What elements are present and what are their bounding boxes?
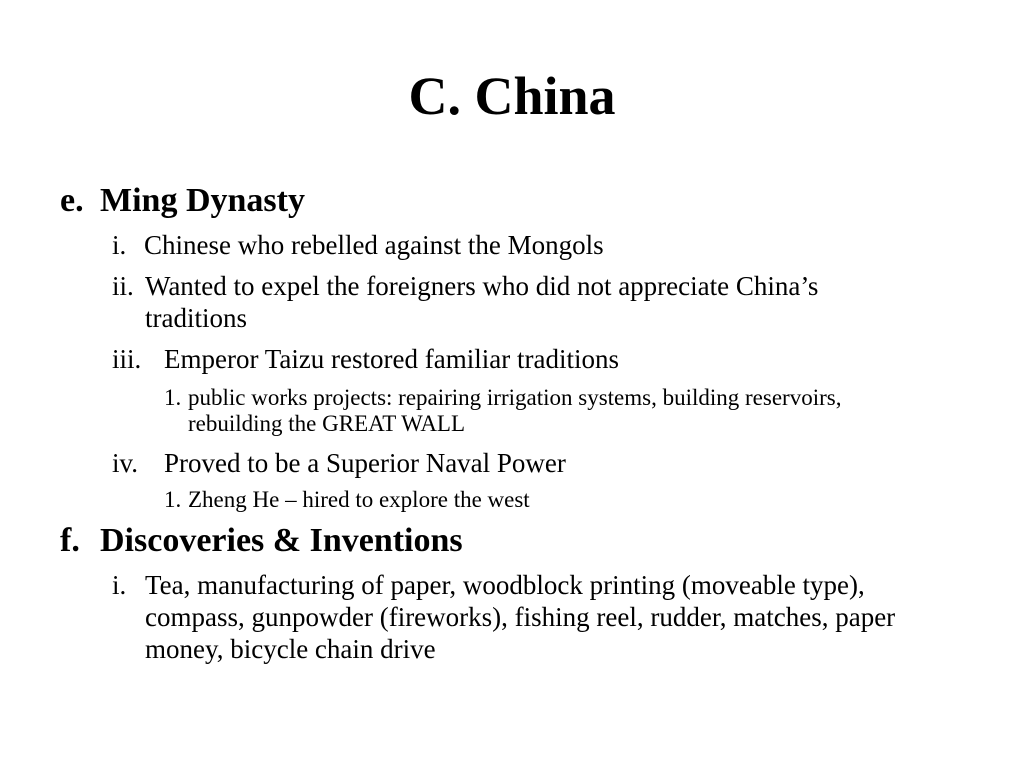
sub-list-item (164, 385, 904, 437)
list-item (112, 229, 952, 261)
list-item-marker: iii. (112, 344, 142, 374)
list-item-text: Wanted to expel the foreigners who did not appreciate China’s traditions (145, 271, 819, 333)
sub-list-item-text: Zheng He – hired to explore the west (188, 487, 530, 512)
section-ming-dynasty (60, 182, 960, 220)
list-item-text: Proved to be a Superior Naval Power (164, 448, 566, 478)
list-item-marker: iv. (112, 448, 138, 478)
sub-list-item (164, 487, 904, 513)
list-item-text: Tea, manufacturing of paper, woodblock printing (moveable type), compass, gunpowder (fireworks), fishing reel, rudder, matches, paper money, bicycle chain drive (145, 570, 896, 664)
sub-list-item-text: public works projects: repairing irrigation systems, building reservoirs, rebuilding the GREAT WALL (188, 385, 842, 436)
list-item (112, 270, 912, 334)
list-item-marker: i. (112, 570, 127, 600)
list-item (112, 569, 952, 665)
list-item (112, 343, 952, 375)
section-heading: Ming Dynasty (100, 182, 305, 219)
section-discoveries-inventions (60, 522, 960, 560)
section-marker: e. (60, 182, 84, 219)
section-marker: f. (60, 522, 80, 559)
slide-title: C. China (408, 66, 616, 126)
sub-list-item-marker: 1. (164, 385, 182, 410)
sub-list-item-marker: 1. (164, 487, 182, 512)
section-heading: Discoveries & Inventions (100, 522, 463, 559)
list-item-marker: i. (112, 230, 127, 260)
list-item (112, 447, 952, 479)
list-item-marker: ii. (112, 271, 134, 301)
list-item-text: Emperor Taizu restored familiar traditions (164, 344, 619, 374)
list-item-text: Chinese who rebelled against the Mongols (144, 230, 604, 260)
